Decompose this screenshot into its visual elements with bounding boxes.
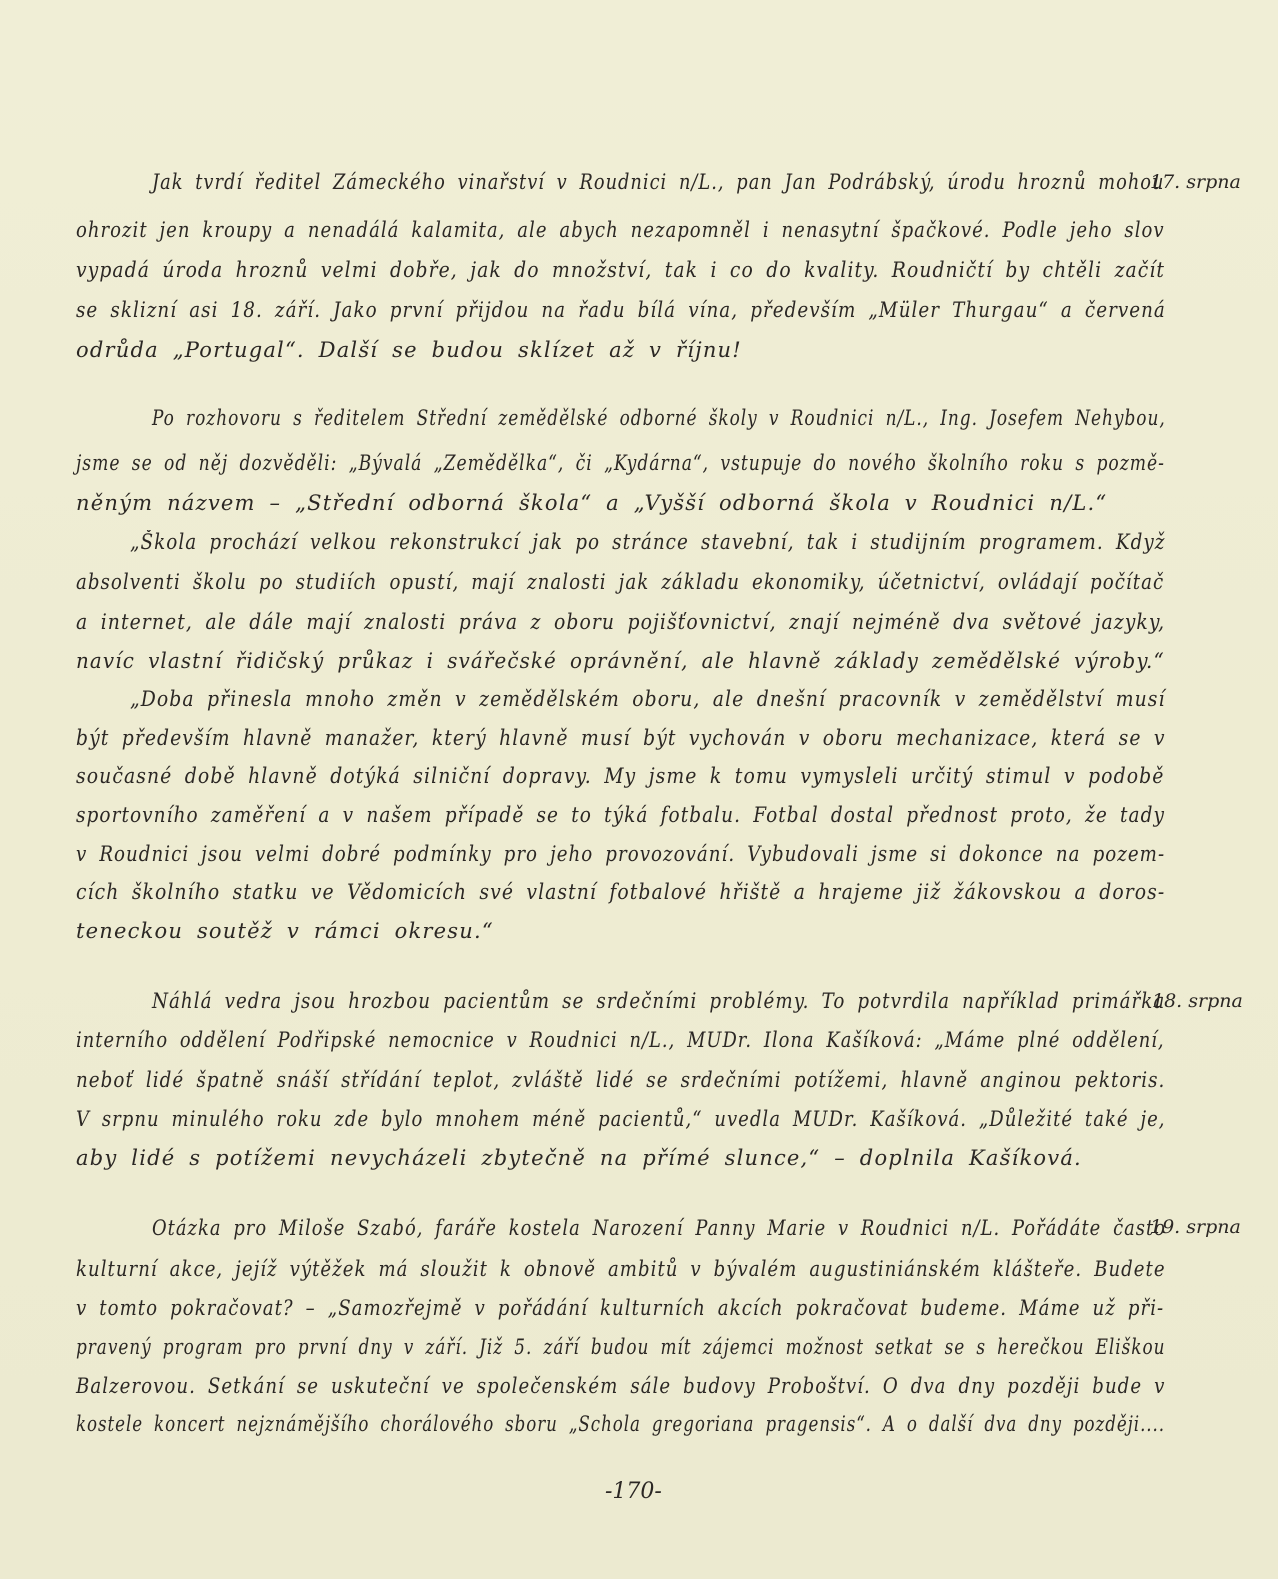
text-line: cích školního statku ve Vědomicích své vlastní fotbalové hřiště a hrajeme již žákovskou a doros- bbox=[76, 880, 1166, 904]
text-line: Jak tvrdí ředitel Zámeckého vinařství v Roudnici n/L., pan Jan Podrábský, úrodu hroznů mohou bbox=[152, 170, 1165, 194]
text-line: něným názvem – „Střední odborná škola“ a „Vyšší odborná škola v Roudnici n/L.“ bbox=[76, 491, 1108, 515]
text-line: sportovního zaměření a v našem případě se to týká fotbalu. Fotbal dostal přednost proto, že tady bbox=[76, 803, 1165, 827]
text-line: Otázka pro Miloše Szabó, faráře kostela Narození Panny Marie v Roudnici n/L. Pořádáte často bbox=[152, 1216, 1166, 1240]
text-line: neboť lidé špatně snáší střídání teplot, zvláště lidé se srdečními potížemi, hlavně anginou pektoris. bbox=[76, 1068, 1166, 1092]
text-line: kulturní akce, jejíž výtěžek má sloužit k obnově ambitů v bývalém augustiniánském klášteře. Budete bbox=[76, 1257, 1166, 1281]
text-line: jsme se od něj dozvěděli: „Bývalá „Zemědělka“, či „Kydárna“, vstupuje do nového školního roku s pozmě- bbox=[76, 451, 1165, 475]
text-line: ohrozit jen kroupy a nenadálá kalamita, ale abych nezapomněl i nenasytní špačkové. Podle jeho slov bbox=[76, 218, 1165, 242]
text-line: absolventi školu po studiích opustí, mají znalosti jak základu ekonomiky, účetnictví, ovládají počítač bbox=[76, 570, 1165, 594]
text-line: teneckou soutěž v rámci okresu.“ bbox=[76, 919, 494, 943]
text-line: kostele koncert nejznámějšího chorálového sboru „Schola gregoriana pragensis“. A o další dva dny později.... bbox=[76, 1412, 1166, 1436]
text-line: být především hlavně manažer, který hlavně musí být vychován v oboru mechanizace, která se v bbox=[76, 726, 1166, 750]
text-line: navíc vlastní řidičský průkaz i svářečské oprávnění, ale hlavně základy zemědělské výroby.“ bbox=[76, 649, 1165, 673]
entry-date: 19. srpna bbox=[1150, 1216, 1241, 1238]
entry-date: 18. srpna bbox=[1152, 990, 1243, 1012]
text-line: v Roudnici jsou velmi dobré podmínky pro jeho provozování. Vybudovali jsme si dokonce na pozem- bbox=[76, 842, 1166, 866]
text-line: Po rozhovoru s ředitelem Střední zemědělské odborné školy v Roudnici n/L., Ing. Josefem Nehybou, bbox=[152, 406, 1166, 430]
text-line: současné době hlavně dotýká silniční dopravy. My jsme k tomu vymysleli určitý stimul v podobě bbox=[76, 764, 1165, 788]
text-line: se sklizní asi 18. září. Jako první přijdou na řadu bílá vína, především „Müler Thurgau“ a červená bbox=[76, 298, 1166, 322]
text-line: v tomto pokračovat? – „Samozřejmě v pořádání kulturních akcích pokračovat budeme. Máme už při- bbox=[76, 1296, 1165, 1320]
text-line: interního oddělení Podřipské nemocnice v Roudnici n/L., MUDr. Ilona Kašíková: „Máme plné oddělení, bbox=[76, 1028, 1165, 1052]
page-number: -170- bbox=[605, 1479, 662, 1504]
text-line: a internet, ale dále mají znalosti práva z oboru pojišťovnictví, znají nejméně dva světové jazyky, bbox=[76, 610, 1166, 634]
text-line: aby lidé s potížemi nevycházeli zbytečně na přímé slunce,“ – doplnila Kašíková. bbox=[76, 1146, 1082, 1170]
entry-date: 17. srpna bbox=[1150, 171, 1241, 193]
text-line: Náhlá vedra jsou hrozbou pacientům se srdečními problémy. To potvrdila například primářka bbox=[152, 989, 1166, 1013]
text-line: odrůda „Portugal“. Další se budou sklízet až v říjnu! bbox=[76, 338, 742, 362]
text-line: „Škola prochází velkou rekonstrukcí jak po stránce stavební, tak i studijním programem. Když bbox=[130, 530, 1166, 554]
text-line: Balzerovou. Setkání se uskuteční ve společenském sále budovy Proboštví. O dva dny později bude v bbox=[76, 1374, 1166, 1398]
text-line: V srpnu minulého roku zde bylo mnohem méně pacientů,“ uvedla MUDr. Kašíková. „Důležité také je, bbox=[76, 1107, 1166, 1131]
text-line: vypadá úroda hroznů velmi dobře, jak do množství, tak i co do kvality. Roudničtí by chtěli začít bbox=[76, 258, 1166, 282]
text-line: „Doba přinesla mnoho změn v zemědělském oboru, ale dnešní pracovník v zemědělství musí bbox=[130, 687, 1166, 711]
text-line: pravený program pro první dny v září. Již 5. září budou mít zájemci možnost setkat se s herečkou Eliškou bbox=[76, 1335, 1166, 1359]
